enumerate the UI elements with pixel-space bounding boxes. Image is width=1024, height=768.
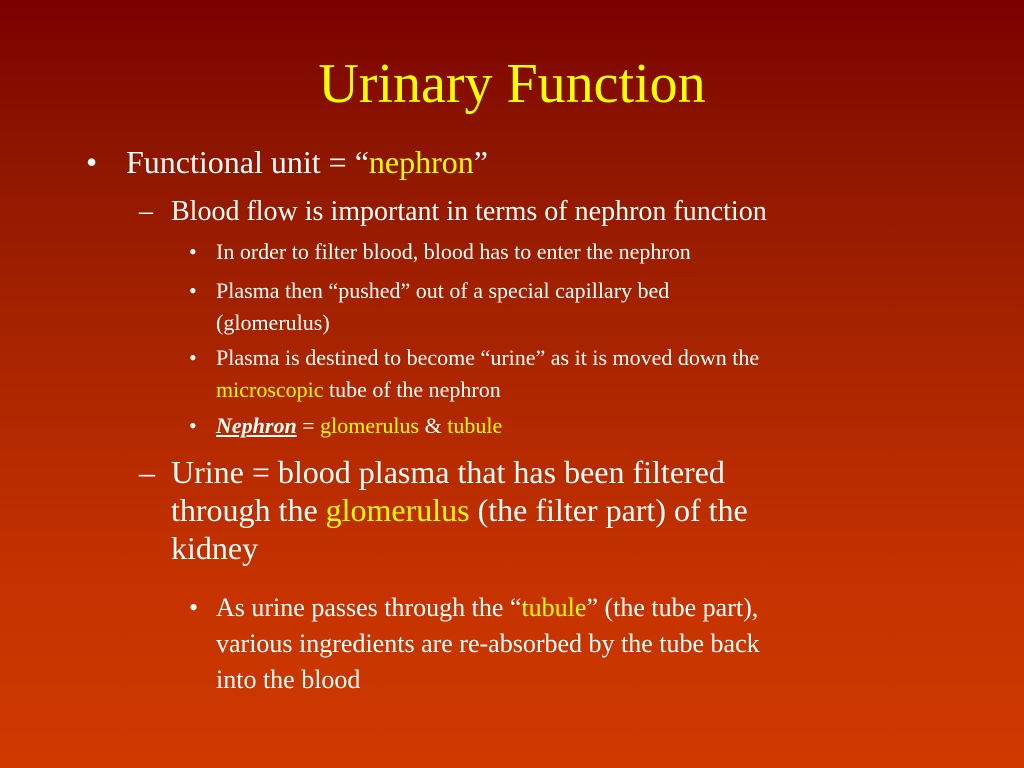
equals-text: = bbox=[296, 413, 321, 438]
detail-plasma-pushed bbox=[189, 275, 670, 339]
detail-reabsorption bbox=[189, 590, 760, 698]
detail-line: various ingredients are re-absorbed by the tube back bbox=[216, 629, 760, 658]
detail-line-rest: tube of the nephron bbox=[323, 377, 501, 402]
glomerulus-highlight: glomerulus bbox=[325, 492, 470, 528]
detail-line: into the blood bbox=[216, 665, 361, 694]
subpoint-line-2 bbox=[171, 491, 748, 529]
detail-line-start: As urine passes through the “ bbox=[216, 593, 522, 622]
detail-nephron-definition bbox=[189, 410, 503, 442]
subpoint-blood-flow bbox=[139, 196, 767, 228]
subpoint-line: Urine = blood plasma that has been filtered bbox=[171, 454, 725, 490]
detail-line-2 bbox=[216, 374, 759, 406]
bullet-text-end: ” bbox=[473, 144, 488, 180]
dash-marker: – bbox=[139, 454, 155, 490]
bullet-marker: • bbox=[189, 345, 197, 370]
nephron-term: Nephron bbox=[216, 413, 297, 438]
tubule-highlight: tubule bbox=[521, 593, 587, 622]
microscopic-highlight: microscopic bbox=[216, 377, 324, 402]
detail-filter-blood bbox=[189, 236, 691, 268]
bullet-functional-unit bbox=[86, 143, 488, 181]
bullet-marker: • bbox=[86, 144, 98, 180]
detail-line-end: ” (the tube part), bbox=[586, 593, 759, 622]
subpoint-line-start: through the bbox=[171, 492, 326, 528]
detail-text: In order to filter blood, blood has to enter the nephron bbox=[216, 239, 691, 264]
detail-line: Plasma then “pushed” out of a special capillary bed bbox=[216, 278, 670, 303]
bullet-marker: • bbox=[189, 239, 197, 264]
nephron-highlight: nephron bbox=[368, 144, 474, 180]
bullet-marker: • bbox=[189, 593, 199, 622]
subpoint-text: Blood flow is important in terms of nephron function bbox=[171, 196, 767, 227]
bullet-marker: • bbox=[189, 413, 197, 438]
bullet-text: Functional unit = “ bbox=[126, 144, 369, 180]
ampersand-text: & bbox=[419, 413, 448, 438]
detail-line: (glomerulus) bbox=[216, 310, 330, 335]
dash-marker: – bbox=[139, 196, 153, 227]
glomerulus-term: glomerulus bbox=[320, 413, 420, 438]
tubule-term: tubule bbox=[447, 413, 503, 438]
subpoint-line-end: (the filter part) of the bbox=[469, 492, 748, 528]
detail-line-1 bbox=[216, 590, 760, 626]
detail-plasma-urine bbox=[189, 342, 760, 406]
bullet-marker: • bbox=[189, 278, 197, 303]
subpoint-line: kidney bbox=[171, 530, 259, 566]
detail-line: Plasma is destined to become “urine” as it is moved down the bbox=[216, 345, 760, 370]
subpoint-urine-definition bbox=[139, 453, 748, 567]
slide-title: Urinary Function bbox=[318, 53, 706, 115]
